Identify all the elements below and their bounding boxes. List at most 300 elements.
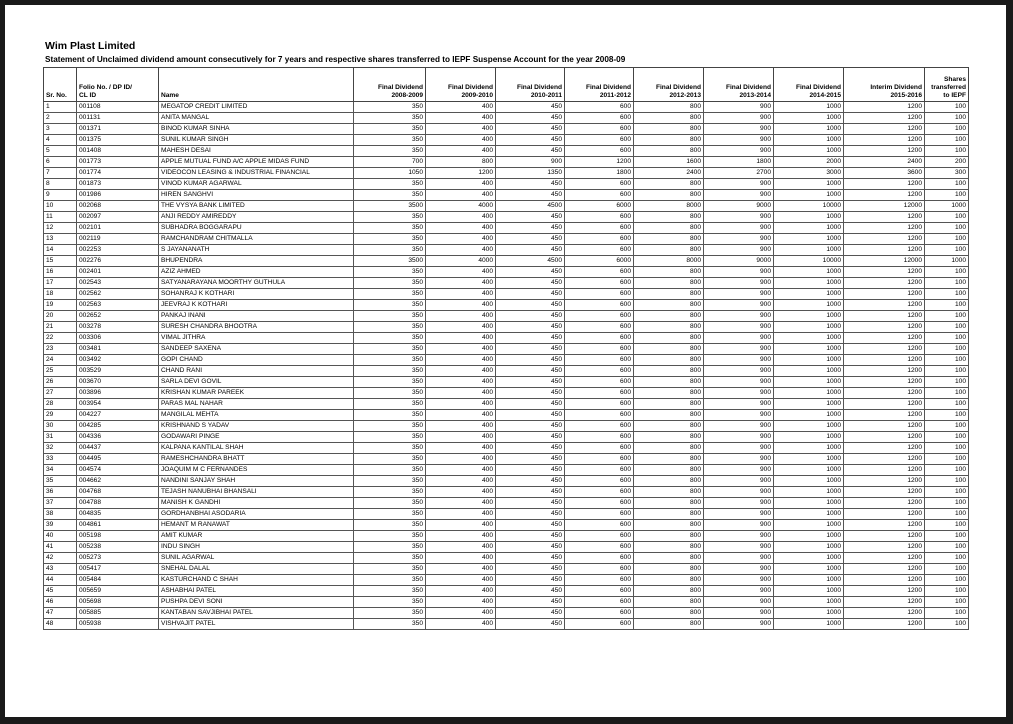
- cell-interim-div-2015-2016: 1200: [844, 300, 925, 311]
- table-row: [44, 201, 969, 212]
- cell-div-2009-2010: 400: [426, 366, 496, 377]
- cell-div-2009-2010: 400: [426, 465, 496, 476]
- cell-sr-no: 37: [44, 498, 77, 509]
- cell-div-2008-2009: 350: [354, 421, 426, 432]
- cell-folio-no: 005273: [77, 553, 159, 564]
- cell-folio-no: 003306: [77, 333, 159, 344]
- cell-div-2013-2014: 900: [704, 245, 774, 256]
- cell-div-2013-2014: 900: [704, 377, 774, 388]
- cell-div-2013-2014: 900: [704, 366, 774, 377]
- cell-div-2008-2009: 700: [354, 157, 426, 168]
- cell-div-2013-2014: 900: [704, 619, 774, 630]
- cell-shares-transferred: 100: [925, 179, 969, 190]
- cell-div-2012-2013: 800: [634, 135, 704, 146]
- cell-div-2010-2011: 450: [496, 520, 565, 531]
- cell-interim-div-2015-2016: 1200: [844, 223, 925, 234]
- cell-div-2013-2014: 9000: [704, 256, 774, 267]
- cell-div-2008-2009: 350: [354, 322, 426, 333]
- cell-div-2013-2014: 900: [704, 443, 774, 454]
- cell-div-2010-2011: 450: [496, 542, 565, 553]
- cell-div-2012-2013: 800: [634, 300, 704, 311]
- cell-div-2012-2013: 800: [634, 619, 704, 630]
- cell-name: TEJASH NANUBHAI BHANSALI: [159, 487, 354, 498]
- cell-div-2011-2012: 600: [565, 179, 634, 190]
- cell-interim-div-2015-2016: 1200: [844, 454, 925, 465]
- table-row: [44, 410, 969, 421]
- cell-div-2009-2010: 400: [426, 124, 496, 135]
- cell-interim-div-2015-2016: 1200: [844, 443, 925, 454]
- cell-name: KANTABAN SAVJIBHAI PATEL: [159, 608, 354, 619]
- cell-sr-no: 32: [44, 443, 77, 454]
- cell-div-2013-2014: 900: [704, 267, 774, 278]
- cell-shares-transferred: 100: [925, 267, 969, 278]
- cell-sr-no: 35: [44, 476, 77, 487]
- table-row: [44, 498, 969, 509]
- cell-folio-no: 003896: [77, 388, 159, 399]
- cell-folio-no: 002253: [77, 245, 159, 256]
- cell-shares-transferred: 100: [925, 344, 969, 355]
- table-row: [44, 102, 969, 113]
- cell-div-2013-2014: 900: [704, 432, 774, 443]
- cell-div-2010-2011: 450: [496, 311, 565, 322]
- cell-sr-no: 29: [44, 410, 77, 421]
- cell-div-2010-2011: 450: [496, 234, 565, 245]
- cell-div-2008-2009: 3500: [354, 201, 426, 212]
- cell-div-2010-2011: 450: [496, 564, 565, 575]
- cell-shares-transferred: 100: [925, 619, 969, 630]
- cell-shares-transferred: 100: [925, 531, 969, 542]
- cell-div-2012-2013: 800: [634, 586, 704, 597]
- cell-div-2012-2013: 800: [634, 531, 704, 542]
- cell-shares-transferred: 100: [925, 102, 969, 113]
- cell-div-2008-2009: 350: [354, 377, 426, 388]
- cell-name: SARLA DEVI GOVIL: [159, 377, 354, 388]
- cell-name: GORDHANBHAI ASODARIA: [159, 509, 354, 520]
- cell-div-2014-2015: 1000: [774, 619, 844, 630]
- cell-name: MANGILAL MEHTA: [159, 410, 354, 421]
- header-folio-no: Folio No. / DP ID/ CL ID: [77, 68, 159, 102]
- cell-interim-div-2015-2016: 1200: [844, 421, 925, 432]
- cell-name: SURESH CHANDRA BHOOTRA: [159, 322, 354, 333]
- cell-div-2008-2009: 350: [354, 454, 426, 465]
- cell-div-2008-2009: 1050: [354, 168, 426, 179]
- cell-div-2013-2014: 900: [704, 146, 774, 157]
- cell-sr-no: 31: [44, 432, 77, 443]
- cell-div-2008-2009: 350: [354, 399, 426, 410]
- cell-div-2012-2013: 800: [634, 245, 704, 256]
- cell-div-2014-2015: 1000: [774, 454, 844, 465]
- cell-name: ANJI REDDY AMIREDDY: [159, 212, 354, 223]
- cell-div-2011-2012: 600: [565, 432, 634, 443]
- table-row: [44, 564, 969, 575]
- cell-div-2008-2009: 350: [354, 245, 426, 256]
- cell-interim-div-2015-2016: 1200: [844, 278, 925, 289]
- cell-name: PANKAJ INANI: [159, 311, 354, 322]
- cell-div-2010-2011: 450: [496, 124, 565, 135]
- cell-sr-no: 43: [44, 564, 77, 575]
- header-dividend-2011-2012: Final Dividend 2011-2012: [565, 68, 634, 102]
- cell-folio-no: 001873: [77, 179, 159, 190]
- cell-div-2012-2013: 800: [634, 366, 704, 377]
- cell-div-2008-2009: 350: [354, 597, 426, 608]
- cell-div-2013-2014: 900: [704, 399, 774, 410]
- cell-interim-div-2015-2016: 1200: [844, 520, 925, 531]
- cell-div-2012-2013: 800: [634, 432, 704, 443]
- cell-name: HEMANT M RANAWAT: [159, 520, 354, 531]
- cell-name: PARAS MAL NAHAR: [159, 399, 354, 410]
- cell-div-2008-2009: 350: [354, 465, 426, 476]
- cell-div-2009-2010: 400: [426, 531, 496, 542]
- table-row: [44, 575, 969, 586]
- cell-div-2008-2009: 350: [354, 432, 426, 443]
- cell-div-2010-2011: 450: [496, 146, 565, 157]
- cell-interim-div-2015-2016: 1200: [844, 553, 925, 564]
- cell-div-2009-2010: 400: [426, 267, 496, 278]
- cell-interim-div-2015-2016: 1200: [844, 465, 925, 476]
- table-row: [44, 245, 969, 256]
- cell-div-2014-2015: 1000: [774, 278, 844, 289]
- cell-sr-no: 34: [44, 465, 77, 476]
- cell-div-2010-2011: 450: [496, 355, 565, 366]
- cell-shares-transferred: 100: [925, 542, 969, 553]
- cell-div-2014-2015: 1000: [774, 575, 844, 586]
- cell-div-2011-2012: 600: [565, 234, 634, 245]
- cell-name: VINOD KUMAR AGARWAL: [159, 179, 354, 190]
- cell-interim-div-2015-2016: 1200: [844, 597, 925, 608]
- cell-interim-div-2015-2016: 1200: [844, 311, 925, 322]
- cell-div-2014-2015: 3000: [774, 168, 844, 179]
- cell-div-2012-2013: 800: [634, 454, 704, 465]
- cell-div-2010-2011: 450: [496, 366, 565, 377]
- cell-div-2012-2013: 800: [634, 520, 704, 531]
- cell-div-2013-2014: 900: [704, 333, 774, 344]
- cell-div-2010-2011: 450: [496, 267, 565, 278]
- cell-div-2009-2010: 4000: [426, 201, 496, 212]
- cell-div-2014-2015: 1000: [774, 586, 844, 597]
- cell-div-2014-2015: 1000: [774, 333, 844, 344]
- cell-div-2010-2011: 450: [496, 300, 565, 311]
- table-row: [44, 179, 969, 190]
- table-row: [44, 355, 969, 366]
- cell-div-2009-2010: 400: [426, 311, 496, 322]
- cell-div-2013-2014: 900: [704, 586, 774, 597]
- cell-interim-div-2015-2016: 1200: [844, 212, 925, 223]
- cell-div-2009-2010: 400: [426, 487, 496, 498]
- cell-div-2013-2014: 900: [704, 300, 774, 311]
- cell-name: VISHVAJIT PATEL: [159, 619, 354, 630]
- cell-div-2013-2014: 900: [704, 421, 774, 432]
- cell-div-2014-2015: 1000: [774, 377, 844, 388]
- cell-div-2009-2010: 400: [426, 498, 496, 509]
- cell-div-2010-2011: 900: [496, 157, 565, 168]
- cell-div-2009-2010: 400: [426, 190, 496, 201]
- cell-sr-no: 30: [44, 421, 77, 432]
- cell-div-2014-2015: 1000: [774, 531, 844, 542]
- cell-div-2014-2015: 1000: [774, 311, 844, 322]
- cell-shares-transferred: 100: [925, 355, 969, 366]
- cell-div-2013-2014: 900: [704, 190, 774, 201]
- cell-folio-no: 003278: [77, 322, 159, 333]
- cell-div-2013-2014: 900: [704, 102, 774, 113]
- cell-shares-transferred: 100: [925, 289, 969, 300]
- cell-folio-no: 002068: [77, 201, 159, 212]
- cell-interim-div-2015-2016: 1200: [844, 498, 925, 509]
- cell-div-2012-2013: 2400: [634, 168, 704, 179]
- cell-name: ASHABHAI PATEL: [159, 586, 354, 597]
- cell-div-2008-2009: 350: [354, 498, 426, 509]
- cell-div-2008-2009: 350: [354, 289, 426, 300]
- cell-sr-no: 23: [44, 344, 77, 355]
- cell-div-2012-2013: 800: [634, 553, 704, 564]
- cell-div-2010-2011: 4500: [496, 201, 565, 212]
- cell-div-2011-2012: 600: [565, 421, 634, 432]
- cell-div-2011-2012: 600: [565, 102, 634, 113]
- table-row: [44, 113, 969, 124]
- cell-div-2012-2013: 800: [634, 421, 704, 432]
- cell-sr-no: 21: [44, 322, 77, 333]
- cell-div-2008-2009: 350: [354, 608, 426, 619]
- table-row: [44, 443, 969, 454]
- cell-sr-no: 5: [44, 146, 77, 157]
- cell-div-2012-2013: 800: [634, 322, 704, 333]
- cell-div-2014-2015: 1000: [774, 355, 844, 366]
- cell-div-2013-2014: 900: [704, 113, 774, 124]
- cell-folio-no: 005938: [77, 619, 159, 630]
- cell-name: INDU SINGH: [159, 542, 354, 553]
- cell-shares-transferred: 100: [925, 399, 969, 410]
- cell-div-2008-2009: 350: [354, 344, 426, 355]
- cell-interim-div-2015-2016: 1200: [844, 410, 925, 421]
- cell-sr-no: 28: [44, 399, 77, 410]
- table-body: [44, 102, 969, 630]
- cell-div-2013-2014: 900: [704, 124, 774, 135]
- cell-div-2009-2010: 400: [426, 432, 496, 443]
- cell-interim-div-2015-2016: 1200: [844, 245, 925, 256]
- cell-div-2011-2012: 600: [565, 586, 634, 597]
- cell-sr-no: 33: [44, 454, 77, 465]
- cell-sr-no: 26: [44, 377, 77, 388]
- table-row: [44, 135, 969, 146]
- cell-div-2008-2009: 350: [354, 102, 426, 113]
- cell-div-2011-2012: 600: [565, 322, 634, 333]
- cell-div-2009-2010: 400: [426, 564, 496, 575]
- cell-folio-no: 004835: [77, 509, 159, 520]
- cell-div-2014-2015: 1000: [774, 322, 844, 333]
- cell-div-2012-2013: 800: [634, 410, 704, 421]
- cell-div-2011-2012: 600: [565, 190, 634, 201]
- cell-shares-transferred: 100: [925, 124, 969, 135]
- cell-div-2008-2009: 350: [354, 333, 426, 344]
- cell-div-2009-2010: 400: [426, 388, 496, 399]
- cell-shares-transferred: 100: [925, 146, 969, 157]
- cell-div-2014-2015: 1000: [774, 432, 844, 443]
- cell-div-2012-2013: 800: [634, 311, 704, 322]
- cell-div-2008-2009: 350: [354, 146, 426, 157]
- cell-shares-transferred: 100: [925, 135, 969, 146]
- cell-sr-no: 20: [44, 311, 77, 322]
- cell-div-2008-2009: 350: [354, 278, 426, 289]
- cell-interim-div-2015-2016: 1200: [844, 531, 925, 542]
- cell-name: MEGATOP CREDIT LIMITED: [159, 102, 354, 113]
- cell-div-2012-2013: 800: [634, 597, 704, 608]
- cell-div-2009-2010: 4000: [426, 256, 496, 267]
- cell-name: BHUPENDRA: [159, 256, 354, 267]
- cell-shares-transferred: 100: [925, 465, 969, 476]
- cell-interim-div-2015-2016: 1200: [844, 135, 925, 146]
- cell-interim-div-2015-2016: 1200: [844, 333, 925, 344]
- cell-div-2008-2009: 350: [354, 619, 426, 630]
- cell-name: JOAQUIM M C FERNANDES: [159, 465, 354, 476]
- cell-div-2012-2013: 800: [634, 124, 704, 135]
- cell-div-2011-2012: 600: [565, 410, 634, 421]
- table-header-row: [44, 68, 969, 102]
- cell-div-2008-2009: 350: [354, 476, 426, 487]
- cell-sr-no: 24: [44, 355, 77, 366]
- cell-div-2010-2011: 450: [496, 509, 565, 520]
- cell-div-2012-2013: 800: [634, 333, 704, 344]
- cell-folio-no: 002276: [77, 256, 159, 267]
- cell-folio-no: 005238: [77, 542, 159, 553]
- table-row: [44, 278, 969, 289]
- cell-div-2010-2011: 450: [496, 102, 565, 113]
- cell-div-2010-2011: 450: [496, 344, 565, 355]
- cell-div-2010-2011: 450: [496, 531, 565, 542]
- cell-div-2009-2010: 400: [426, 509, 496, 520]
- cell-folio-no: 004574: [77, 465, 159, 476]
- table-row: [44, 432, 969, 443]
- cell-shares-transferred: 100: [925, 388, 969, 399]
- cell-folio-no: 003481: [77, 344, 159, 355]
- cell-div-2012-2013: 800: [634, 113, 704, 124]
- cell-div-2011-2012: 600: [565, 454, 634, 465]
- cell-div-2014-2015: 1000: [774, 553, 844, 564]
- cell-div-2009-2010: 400: [426, 399, 496, 410]
- cell-div-2011-2012: 600: [565, 619, 634, 630]
- cell-folio-no: 005484: [77, 575, 159, 586]
- table-row: [44, 168, 969, 179]
- cell-div-2013-2014: 900: [704, 465, 774, 476]
- cell-div-2011-2012: 600: [565, 564, 634, 575]
- cell-div-2011-2012: 600: [565, 608, 634, 619]
- cell-div-2008-2009: 350: [354, 300, 426, 311]
- cell-div-2014-2015: 1000: [774, 388, 844, 399]
- cell-div-2011-2012: 600: [565, 531, 634, 542]
- cell-shares-transferred: 100: [925, 410, 969, 421]
- cell-div-2014-2015: 1000: [774, 608, 844, 619]
- cell-name: SUNIL KUMAR SINGH: [159, 135, 354, 146]
- cell-shares-transferred: 100: [925, 597, 969, 608]
- cell-folio-no: 001408: [77, 146, 159, 157]
- cell-shares-transferred: 100: [925, 487, 969, 498]
- table-row: [44, 366, 969, 377]
- cell-div-2008-2009: 350: [354, 564, 426, 575]
- cell-div-2013-2014: 900: [704, 553, 774, 564]
- cell-sr-no: 22: [44, 333, 77, 344]
- cell-div-2011-2012: 600: [565, 553, 634, 564]
- cell-div-2009-2010: 400: [426, 421, 496, 432]
- cell-name: NANDINI SANJAY SHAH: [159, 476, 354, 487]
- cell-folio-no: 004861: [77, 520, 159, 531]
- cell-shares-transferred: 100: [925, 520, 969, 531]
- cell-div-2008-2009: 350: [354, 267, 426, 278]
- cell-interim-div-2015-2016: 3600: [844, 168, 925, 179]
- header-name: Name: [159, 68, 354, 102]
- cell-interim-div-2015-2016: 1200: [844, 102, 925, 113]
- cell-div-2009-2010: 800: [426, 157, 496, 168]
- cell-div-2012-2013: 800: [634, 575, 704, 586]
- cell-div-2010-2011: 450: [496, 498, 565, 509]
- cell-div-2008-2009: 350: [354, 509, 426, 520]
- cell-div-2009-2010: 400: [426, 344, 496, 355]
- cell-div-2008-2009: 350: [354, 553, 426, 564]
- cell-div-2009-2010: 400: [426, 520, 496, 531]
- cell-folio-no: 004788: [77, 498, 159, 509]
- cell-div-2011-2012: 600: [565, 333, 634, 344]
- cell-folio-no: 002563: [77, 300, 159, 311]
- cell-div-2010-2011: 450: [496, 289, 565, 300]
- cell-div-2011-2012: 600: [565, 476, 634, 487]
- cell-div-2011-2012: 600: [565, 135, 634, 146]
- cell-div-2014-2015: 1000: [774, 113, 844, 124]
- cell-interim-div-2015-2016: 1200: [844, 124, 925, 135]
- cell-name: THE VYSYA BANK LIMITED: [159, 201, 354, 212]
- cell-div-2008-2009: 3500: [354, 256, 426, 267]
- cell-folio-no: 001371: [77, 124, 159, 135]
- cell-div-2014-2015: 1000: [774, 366, 844, 377]
- cell-name: SOHANRAJ K KOTHARI: [159, 289, 354, 300]
- cell-sr-no: 45: [44, 586, 77, 597]
- cell-div-2011-2012: 600: [565, 212, 634, 223]
- table-row: [44, 190, 969, 201]
- cell-div-2013-2014: 900: [704, 498, 774, 509]
- cell-sr-no: 27: [44, 388, 77, 399]
- cell-div-2008-2009: 350: [354, 575, 426, 586]
- cell-name: PUSHPA DEVI SONI: [159, 597, 354, 608]
- cell-folio-no: 005198: [77, 531, 159, 542]
- cell-shares-transferred: 100: [925, 564, 969, 575]
- cell-div-2012-2013: 800: [634, 487, 704, 498]
- table-row: [44, 542, 969, 553]
- cell-div-2013-2014: 900: [704, 289, 774, 300]
- cell-div-2009-2010: 400: [426, 597, 496, 608]
- cell-div-2009-2010: 400: [426, 278, 496, 289]
- cell-name: KASTURCHAND C SHAH: [159, 575, 354, 586]
- cell-div-2012-2013: 800: [634, 234, 704, 245]
- cell-div-2011-2012: 1200: [565, 157, 634, 168]
- cell-div-2012-2013: 800: [634, 608, 704, 619]
- cell-interim-div-2015-2016: 1200: [844, 322, 925, 333]
- cell-div-2009-2010: 400: [426, 476, 496, 487]
- cell-div-2011-2012: 600: [565, 443, 634, 454]
- cell-interim-div-2015-2016: 2400: [844, 157, 925, 168]
- cell-div-2013-2014: 900: [704, 509, 774, 520]
- cell-div-2014-2015: 1000: [774, 190, 844, 201]
- cell-div-2014-2015: 1000: [774, 465, 844, 476]
- cell-div-2014-2015: 1000: [774, 223, 844, 234]
- cell-shares-transferred: 100: [925, 245, 969, 256]
- cell-div-2014-2015: 1000: [774, 234, 844, 245]
- table-row: [44, 311, 969, 322]
- cell-name: VIDEOCON LEASING & INDUSTRIAL FINANCIAL: [159, 168, 354, 179]
- cell-div-2013-2014: 900: [704, 355, 774, 366]
- cell-div-2010-2011: 450: [496, 443, 565, 454]
- cell-div-2014-2015: 2000: [774, 157, 844, 168]
- table-row: [44, 465, 969, 476]
- cell-div-2011-2012: 600: [565, 509, 634, 520]
- cell-div-2009-2010: 400: [426, 179, 496, 190]
- cell-div-2010-2011: 450: [496, 388, 565, 399]
- cell-div-2009-2010: 400: [426, 212, 496, 223]
